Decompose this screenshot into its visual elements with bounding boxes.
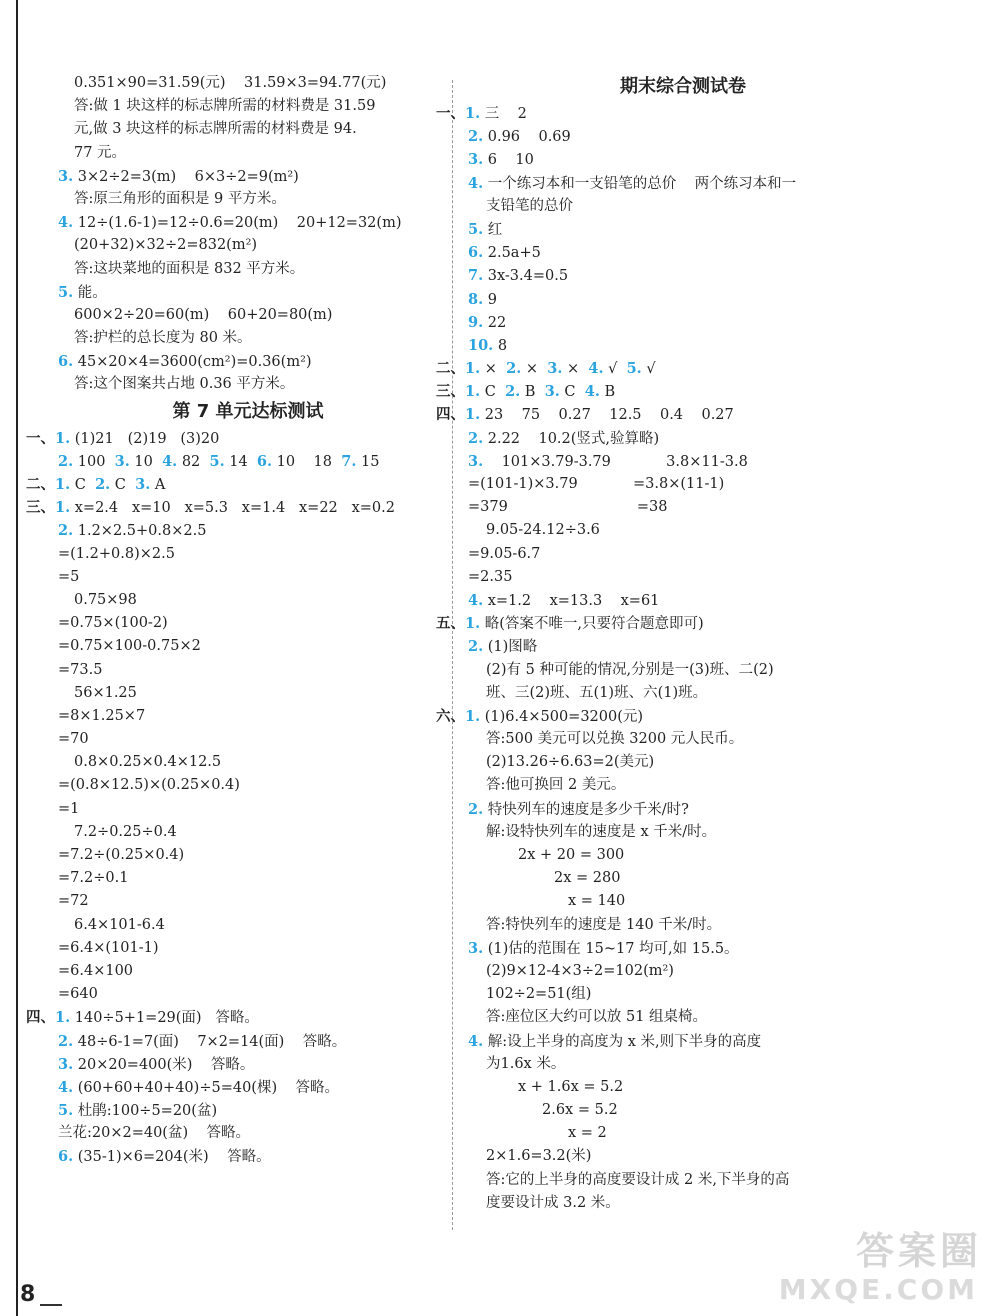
section-marker: 二、 [26, 476, 55, 493]
watermark-url: MXQE.COM [778, 1273, 978, 1306]
question-number: 4. [584, 383, 600, 401]
answer-text: 10 18 [272, 453, 342, 470]
answer-line [58, 659, 438, 682]
answer-text: 2x = 280 [554, 870, 621, 887]
answer-text: =(1.2+0.8)×2.5 [58, 545, 175, 562]
question-number: 5. [58, 283, 74, 301]
answer-line [58, 798, 438, 821]
question-number: 1. [465, 615, 481, 633]
question-number: 4. [468, 1032, 484, 1050]
answer-line [26, 1006, 438, 1029]
question-number: 2. [95, 476, 111, 493]
section-marker: 一、 [26, 429, 55, 447]
answer-line [468, 682, 898, 705]
answer-text: 7.2÷0.25÷0.4 [74, 823, 177, 840]
answer-text: (1)估的范围在 15~17 均可,如 15.5。 [483, 940, 739, 957]
question-number: 9. [468, 313, 484, 331]
answer-text: 杜鹃:100÷5=20(盆) [73, 1103, 218, 1120]
answer-text: 略(答案不唯一,只要符合题意即可) [480, 616, 704, 633]
question-number: 3. [468, 452, 484, 470]
answer-line [58, 188, 438, 211]
page-edge-line [16, 0, 18, 1316]
answer-text: (2)有 5 种可能的情况,分别是一(3)班、二(2) [486, 661, 774, 678]
answer-text: 77 元。 [74, 144, 127, 161]
answer-line [58, 1145, 438, 1168]
answer-line [468, 821, 898, 844]
answer-line [58, 142, 438, 165]
answer-text: 度要设计成 3.2 米。 [486, 1194, 620, 1211]
answer-line [468, 241, 898, 264]
answer-line [58, 234, 438, 257]
answer-line [58, 867, 438, 890]
question-number: 3. [468, 939, 484, 957]
answer-text: 22 [483, 314, 507, 331]
answer-text: 45×20×4=3600(cm²)=0.36(m²) [73, 354, 312, 371]
answer-text: 82 [177, 453, 210, 470]
answer-line [58, 1030, 438, 1053]
section-marker: 二、 [436, 360, 465, 378]
page-number-dash [40, 1304, 62, 1306]
question-number: 1. [55, 429, 71, 447]
answer-text: 班、三(2)班、五(1)班、六(1)班。 [486, 684, 708, 701]
answer-line [468, 867, 898, 890]
answer-text: 0.8×0.25×0.4×12.5 [74, 754, 222, 771]
final-exam-answers [436, 102, 898, 1215]
question-number: 3. [58, 167, 74, 185]
answer-text: 答:护栏的总长度为 80 米。 [74, 330, 252, 347]
answer-line [58, 682, 438, 705]
answer-text: × [562, 361, 589, 378]
question-number: 1. [465, 383, 481, 401]
answer-line [58, 543, 438, 566]
answer-text: 答:原三角形的面积是 9 平方米。 [74, 190, 286, 207]
question-number: 1. [55, 1009, 71, 1027]
answer-line [58, 350, 438, 373]
answer-text: × [480, 361, 507, 378]
answer-line [58, 1099, 438, 1122]
answer-line [468, 774, 898, 797]
question-number: 1. [465, 707, 481, 725]
answer-text: (2)13.26÷6.63=2(美元) [486, 754, 655, 771]
answer-line [468, 148, 898, 171]
answer-line [468, 264, 898, 287]
answer-text: 140÷5+1=29(面) 答略。 [70, 1010, 259, 1027]
answer-text: x = 140 [568, 893, 626, 910]
answer-text: =6.4×100 [58, 962, 134, 979]
answer-line [468, 1145, 898, 1168]
answer-text: (20+32)×32÷2=832(m²) [74, 237, 258, 254]
answer-text: 20×20=400(米) 答略。 [73, 1056, 255, 1073]
answer-text: 1.2×2.5+0.8×2.5 [73, 523, 207, 540]
answer-line [468, 844, 898, 867]
answer-line [58, 1053, 438, 1076]
answer-line [58, 1122, 438, 1145]
question-number: 6. [256, 452, 273, 470]
answer-line [468, 1122, 898, 1145]
answer-line [468, 1053, 898, 1076]
answer-text: =0.75×(100-2) [58, 615, 168, 632]
answer-line [58, 118, 438, 141]
question-number: 5. [209, 452, 225, 470]
answer-text: 48÷6-1=7(面) 7×2=14(面) 答略。 [73, 1033, 347, 1050]
question-number: 2. [58, 522, 74, 540]
answer-line [468, 519, 898, 542]
answer-line [58, 983, 438, 1006]
answer-text: 为1.6x 米。 [486, 1055, 566, 1072]
answer-text: 3×2÷2=3(m) 6×3÷2=9(m²) [73, 168, 299, 185]
question-number: 4. [58, 1078, 74, 1096]
answer-text: x + 1.6x = 5.2 [518, 1078, 624, 1095]
answer-text: 红 [483, 221, 503, 238]
answer-text: (1)21 (2)19 (3)20 [70, 430, 220, 447]
answer-text: =640 [58, 986, 98, 1003]
answer-text: 解:设特快列车的速度是 x 千米/时。 [486, 823, 717, 840]
answer-line [58, 612, 438, 635]
answer-line [436, 380, 898, 403]
answer-text: B [520, 384, 545, 401]
question-number: 2. [468, 800, 484, 818]
answer-line [58, 937, 438, 960]
answer-text: C [110, 477, 136, 493]
answer-text: (1)6.4×500=3200(元) [480, 708, 644, 725]
answer-line [436, 705, 898, 728]
question-number: 2. [58, 1032, 74, 1050]
section-marker: 三、 [26, 499, 55, 517]
answer-text: 能。 [73, 284, 107, 301]
answer-text: =73.5 [58, 661, 103, 678]
answer-line [26, 473, 438, 496]
question-number: 4. [468, 591, 484, 609]
answer-text: 600×2÷20=60(m) 60+20=80(m) [74, 306, 333, 323]
answer-line [58, 844, 438, 867]
answer-line [468, 195, 898, 218]
right-column [436, 72, 898, 1215]
answer-line [468, 450, 898, 473]
answer-text: 答:500 美元可以兑换 3200 元人民币。 [486, 731, 744, 748]
answer-line [436, 357, 898, 380]
answer-line [58, 304, 438, 327]
answer-text: 9.05-24.12÷3.6 [486, 522, 600, 539]
answer-text: =5 [58, 568, 80, 585]
answer-text: 答:座位区大约可以放 51 组桌椅。 [486, 1009, 708, 1026]
question-number: 4. [588, 360, 604, 378]
answer-line [468, 566, 898, 589]
question-number: 8. [468, 290, 484, 308]
answer-line [468, 427, 898, 450]
answer-text: 答:它的上半身的高度要设计成 2 米,下半身的高 [486, 1171, 790, 1188]
answer-text: 答:这块菜地的面积是 832 平方米。 [74, 260, 305, 277]
answer-text: =72 [58, 893, 89, 910]
answer-line [26, 496, 438, 519]
answer-line [468, 589, 898, 612]
question-number: 3. [547, 360, 563, 378]
question-number: 2. [58, 452, 74, 470]
unit7-answers [26, 427, 438, 1169]
answer-text: 9 [483, 291, 497, 308]
answer-text: 2.6x = 5.2 [542, 1102, 618, 1119]
answer-text: 8 [493, 337, 508, 354]
question-number: 1. [465, 105, 481, 122]
question-number: 4. [468, 174, 484, 192]
question-number: 2. [506, 360, 522, 378]
answer-line [58, 821, 438, 844]
answer-line [468, 728, 898, 751]
answer-text: =379 =38 [468, 499, 668, 516]
answer-line [58, 774, 438, 797]
answer-text: =2.35 [468, 568, 513, 585]
final-exam-title: 期末综合测试卷 [620, 76, 746, 97]
question-number: 3. [544, 383, 560, 401]
answer-line [468, 172, 898, 195]
answer-text: 答:他可换回 2 美元。 [486, 777, 626, 794]
answer-line [58, 373, 438, 396]
answer-text: (1)图略 [483, 639, 538, 656]
answer-text: √ [641, 361, 656, 378]
answer-text: A [150, 477, 166, 493]
question-number: 2. [505, 383, 521, 401]
unit7-title: 第 7 单元达标测试 [172, 400, 324, 422]
answer-line [468, 1192, 898, 1215]
answer-line [468, 1030, 898, 1053]
answer-line [58, 165, 438, 188]
answer-text: 12÷(1.6-1)=12÷0.6=20(m) 20+12=32(m) [73, 215, 402, 232]
answer-text: =(101-1)×3.79 =3.8×(11-1) [468, 476, 725, 492]
watermark-logo [778, 1220, 982, 1306]
answer-line [58, 519, 438, 542]
answer-line [58, 327, 438, 350]
answer-line [468, 496, 898, 519]
section-marker: 一、 [436, 105, 465, 122]
question-number: 7. [341, 452, 357, 470]
question-number: 7. [468, 267, 484, 285]
answer-line [468, 125, 898, 148]
question-number: 5. [626, 360, 642, 378]
answer-line [58, 211, 438, 234]
answer-text: 答:特快列车的速度是 140 千米/时。 [486, 916, 722, 933]
answer-line [468, 960, 898, 983]
answer-text: 6.4×101-6.4 [74, 916, 165, 933]
answer-text: 特快列车的速度是多少千米/时? [483, 801, 689, 818]
question-number: 6. [58, 353, 74, 371]
answer-text: 解:设上半身的高度为 x 米,则下半身的高度 [483, 1033, 762, 1050]
answer-line [468, 473, 898, 496]
answer-text: 答:这个图案共占地 0.36 平方米。 [74, 376, 295, 393]
question-number: 6. [58, 1148, 74, 1166]
question-number: 3. [58, 1055, 74, 1073]
question-number: 1. [465, 360, 481, 378]
answer-text: 2.5a+5 [483, 245, 541, 262]
answer-line [58, 914, 438, 937]
answer-line [468, 914, 898, 937]
question-number: 1. [465, 406, 481, 424]
left-column [26, 72, 438, 1169]
answer-text: 15 [356, 453, 380, 470]
answer-text: 100 [73, 453, 115, 470]
answer-text: =7.2÷(0.25×0.4) [58, 847, 185, 863]
answer-text: √ [603, 361, 627, 378]
section-marker: 五、 [436, 615, 465, 633]
answer-text: 102÷2=51(组) [486, 986, 592, 1003]
answer-line [468, 543, 898, 566]
answer-line [468, 288, 898, 311]
left-top-answers [58, 72, 438, 397]
section-marker: 六、 [436, 707, 465, 725]
answer-line [58, 960, 438, 983]
answer-text: 14 [224, 453, 257, 470]
answer-text: (2)9×12-4×3÷2=102(m²) [486, 962, 674, 979]
question-number: 3. [135, 476, 151, 493]
answer-line [58, 258, 438, 281]
answer-line [58, 890, 438, 913]
answer-text: =1 [58, 800, 80, 817]
answer-text: C [559, 384, 585, 401]
answer-line [436, 102, 898, 125]
answer-line [58, 1076, 438, 1099]
answer-text: =8×1.25×7 [58, 707, 146, 724]
question-number: 6. [468, 244, 484, 262]
answer-line [58, 95, 438, 118]
question-number: 5. [468, 220, 484, 238]
answer-text: x = 2 [568, 1125, 607, 1142]
answer-line [468, 1099, 898, 1122]
answer-text: 56×1.25 [74, 684, 137, 701]
answer-line [468, 937, 898, 960]
answer-text: =9.05-6.7 [468, 545, 541, 562]
watermark-brand: 答案圈 [855, 1229, 982, 1273]
section-marker: 四、 [436, 406, 465, 424]
question-number: 3. [468, 151, 484, 169]
question-number: 2. [468, 638, 484, 656]
question-number: 2. [468, 128, 484, 146]
question-number: 4. [162, 452, 178, 470]
answer-line [58, 72, 438, 95]
answer-text: 2x + 20 = 300 [518, 847, 625, 863]
question-number: 5. [58, 1102, 74, 1120]
answer-text: 一个练习本和一支铅笔的总价 两个练习本和一 [483, 175, 797, 192]
section-marker: 四、 [26, 1009, 55, 1027]
answer-text: 0.96 0.69 [483, 129, 571, 146]
answer-text: 3x-3.4=0.5 [483, 268, 569, 285]
answer-line [436, 612, 898, 635]
answer-line [58, 751, 438, 774]
page-number: 8 [20, 1282, 36, 1307]
answer-line [436, 403, 898, 426]
answer-text: B [599, 384, 616, 401]
answer-text: x=1.2 x=13.3 x=61 [483, 592, 660, 609]
answer-line [468, 334, 898, 357]
answer-text: 2×1.6=3.2(米) [486, 1148, 592, 1165]
answer-line [468, 890, 898, 913]
answer-line [58, 635, 438, 658]
answer-line [58, 450, 438, 473]
answer-line [468, 798, 898, 821]
answer-text: 兰花:20×2=40(盆) 答略。 [58, 1125, 251, 1142]
question-number: 1. [55, 499, 71, 517]
answer-line [468, 1169, 898, 1192]
question-number: 3. [114, 452, 130, 470]
answer-text: 元,做 3 块这样的标志牌所需的材料费是 94. [74, 121, 357, 138]
question-number: 4. [58, 214, 74, 232]
answer-text: 0.75×98 [74, 591, 137, 608]
section-marker: 三、 [436, 383, 465, 401]
answer-text: 支铅笔的总价 [486, 197, 573, 214]
answer-text: × [521, 361, 548, 378]
answer-line [468, 1006, 898, 1029]
answer-text: 2.22 10.2(竖式,验算略) [483, 430, 660, 447]
answer-line [58, 728, 438, 751]
question-number: 2. [468, 429, 484, 447]
answer-text: 三 2 [480, 106, 527, 122]
answer-text: 6 10 [483, 152, 534, 169]
answer-line [468, 311, 898, 334]
answer-line [468, 218, 898, 241]
answer-text: 101×3.79-3.79 3.8×11-3.8 [483, 453, 748, 470]
answer-text: 0.351×90=31.59(元) 31.59×3=94.77(元) [74, 75, 387, 91]
question-number: 1. [55, 476, 71, 493]
answer-line [468, 751, 898, 774]
answer-text: =6.4×(101-1) [58, 939, 159, 956]
answer-text: =0.75×100-0.75×2 [58, 638, 201, 655]
answer-line [58, 566, 438, 589]
answer-line [26, 427, 438, 450]
answer-line [468, 659, 898, 682]
answer-line [58, 589, 438, 612]
answer-text: 23 75 0.27 12.5 0.4 0.27 [480, 407, 734, 424]
column-divider [452, 80, 453, 1230]
answer-text: (60+60+40+40)÷5=40(棵) 答略。 [73, 1079, 340, 1096]
answer-text: =7.2÷0.1 [58, 870, 129, 887]
answer-line [468, 635, 898, 658]
question-number: 10. [468, 336, 494, 354]
answer-line [468, 983, 898, 1006]
answer-text: =(0.8×12.5)×(0.25×0.4) [58, 777, 240, 794]
answer-text: 10 [129, 453, 163, 470]
answer-text: (35-1)×6=204(米) 答略。 [73, 1149, 271, 1166]
answer-text: C [70, 477, 96, 493]
answer-line [58, 705, 438, 728]
answer-line [468, 1076, 898, 1099]
answer-text: C [480, 384, 506, 401]
answer-text: x=2.4 x=10 x=5.3 x=1.4 x=22 x=0.2 [70, 500, 395, 517]
answer-text: 答:做 1 块这样的标志牌所需的材料费是 31.59 [74, 98, 376, 115]
answer-line [58, 281, 438, 304]
answer-text: =70 [58, 731, 89, 748]
